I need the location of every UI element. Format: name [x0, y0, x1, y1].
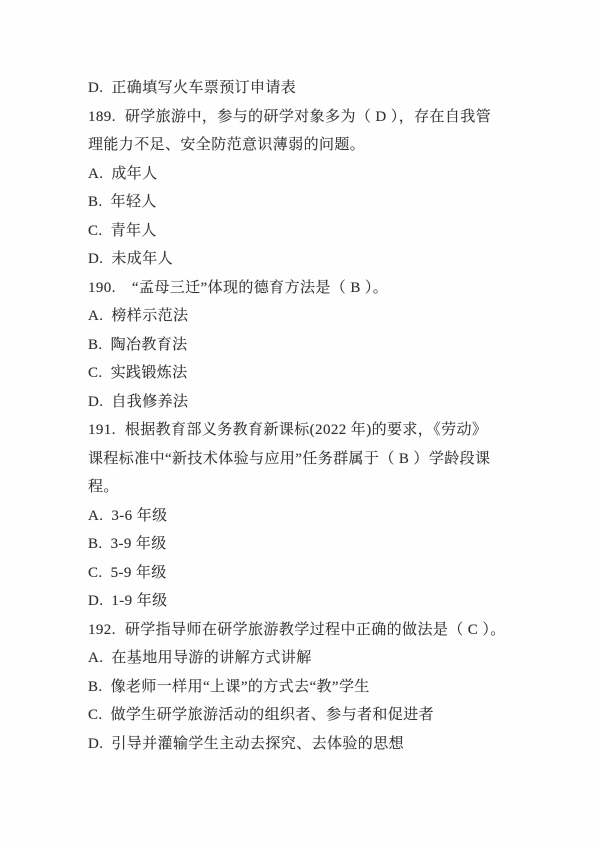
question-number: 191. — [88, 422, 116, 438]
option-text: 成年人 — [111, 165, 158, 182]
option-letter: B. — [88, 194, 103, 210]
option-text: 陶冶教育法 — [110, 336, 188, 353]
option-row — [88, 388, 532, 417]
option-text: 像老师一样用“上课”的方式去“教”学生 — [110, 678, 370, 695]
option-letter: C. — [88, 707, 103, 723]
option-text: 3-9 年级 — [110, 536, 167, 552]
option-letter: B. — [88, 536, 103, 552]
option-row — [88, 559, 532, 588]
option-row — [88, 160, 532, 189]
option-letter: D. — [88, 251, 104, 267]
option-row — [88, 245, 532, 274]
option-letter: A. — [88, 308, 104, 324]
option-text: 未成年人 — [111, 251, 173, 267]
option-letter: C. — [88, 222, 103, 239]
option-letter: A. — [88, 165, 104, 182]
option-text: 自我修养法 — [111, 393, 189, 410]
option-row — [88, 331, 532, 360]
option-text: 年轻人 — [110, 194, 157, 210]
option-letter: A. — [88, 507, 104, 524]
option-row — [88, 587, 532, 616]
option-text: 青年人 — [110, 222, 157, 239]
option-row — [88, 502, 532, 531]
option-letter: B. — [88, 678, 103, 695]
option-text: 3-6 年级 — [111, 507, 168, 524]
question-stem-text: “孟母三迁”体现的德育方法是（ B ）。 — [131, 279, 389, 296]
option-letter: C. — [88, 365, 103, 381]
option-text: 引导并灌输学生主动去探究、去体验的思想 — [111, 735, 404, 752]
option-text: 1-9 年级 — [111, 593, 168, 609]
question-list — [88, 74, 532, 758]
question-stem-continuation: 程。 — [88, 479, 119, 495]
option-row — [88, 302, 532, 331]
question-number: 190. — [88, 279, 116, 296]
option-row — [88, 730, 532, 759]
question-number: 189. — [88, 108, 116, 125]
option-text: 正确填写火车票预订申请表 — [111, 80, 297, 96]
option-row — [88, 217, 532, 246]
option-row — [88, 673, 532, 702]
option-text: 榜样示范法 — [111, 308, 189, 324]
option-row — [88, 644, 532, 673]
option-letter: D. — [88, 593, 104, 609]
question-stem — [88, 274, 532, 303]
question-stem-text: 研学指导师在研学旅游教学过程中正确的做法是（ C ）。 — [124, 621, 506, 638]
option-row — [88, 530, 532, 559]
question-number: 192. — [88, 621, 116, 638]
option-letter: D. — [88, 80, 104, 96]
option-text: 做学生研学旅游活动的组织者、参与者和促进者 — [110, 707, 434, 723]
question-stem — [88, 616, 532, 645]
option-letter: B. — [88, 336, 103, 353]
option-letter: D. — [88, 735, 104, 752]
question-stem-text: 研学旅游中，参与的研学对象多为（ D ），存在自我管 — [124, 108, 492, 125]
option-text: 5-9 年级 — [110, 564, 167, 581]
question-stem-text: 根据教育部义务教育新课标(2022 年)的要求，《劳动》 — [124, 422, 488, 438]
option-letter: D. — [88, 393, 104, 410]
option-letter: C. — [88, 564, 103, 581]
option-row — [88, 359, 532, 388]
question-stem — [88, 103, 532, 132]
option-letter: A. — [88, 650, 104, 666]
option-text: 在基地用导游的讲解方式讲解 — [111, 650, 312, 666]
option-text: 实践锻炼法 — [110, 365, 188, 381]
option-row — [88, 74, 532, 103]
question-stem — [88, 416, 532, 445]
question-stem-continuation: 课程标准中“新技术体验与应用”任务群属于（ B ）学龄段课 — [88, 450, 491, 467]
option-row — [88, 188, 532, 217]
option-row — [88, 701, 532, 730]
question-stem-continuation: 理能力不足、安全防范意识薄弱的问题。 — [88, 137, 366, 153]
